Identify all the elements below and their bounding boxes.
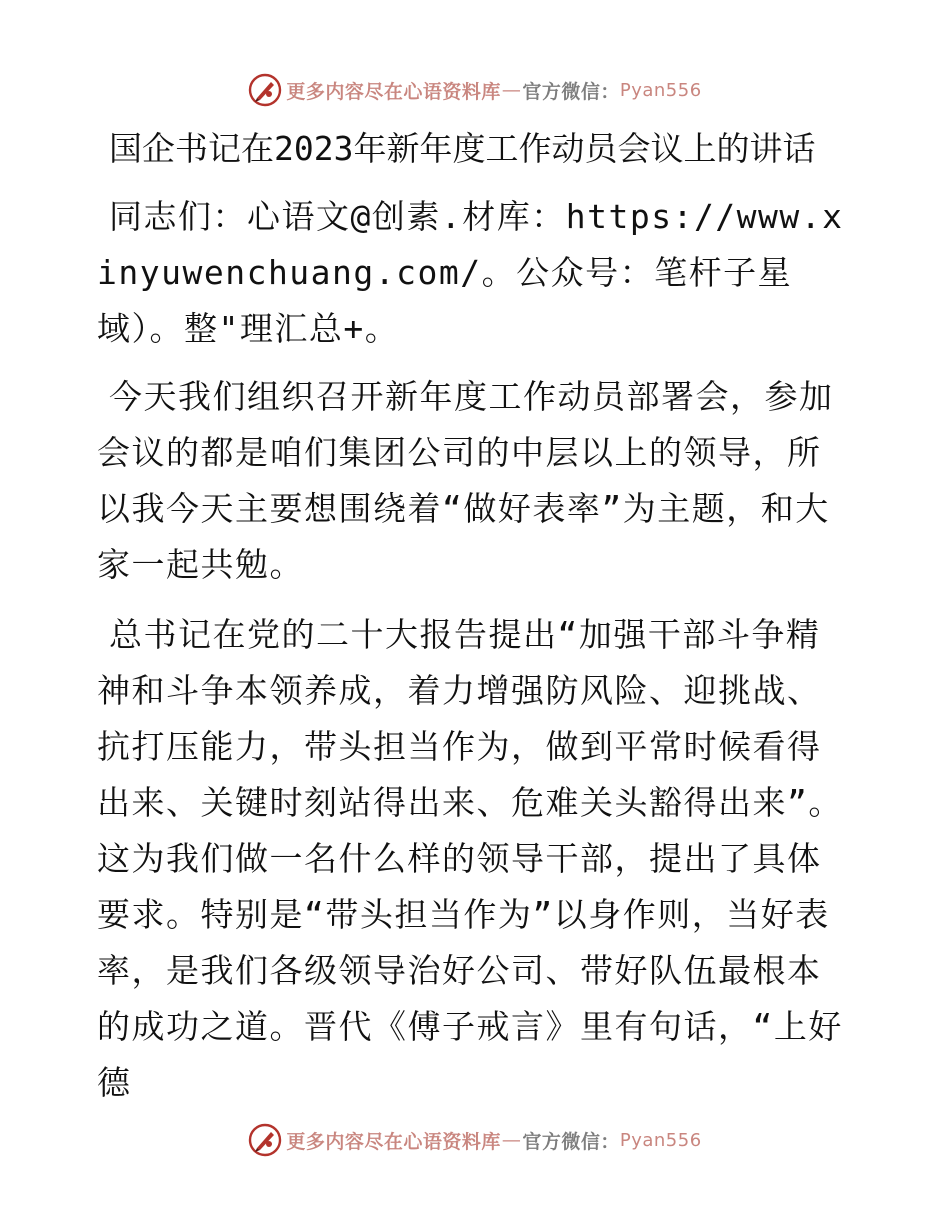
document-body: [97, 125, 853, 1121]
banner-wechat-label: 官方微信：: [522, 80, 620, 103]
banner-dash: —: [501, 1129, 522, 1151]
banner-main-text: 更多内容尽在心语资料库: [286, 1130, 501, 1153]
brand-logo-icon: [248, 1123, 282, 1157]
banner-dash: —: [501, 79, 522, 101]
banner-wechat-id: Pyan556: [619, 1129, 702, 1151]
brand-logo-icon: [248, 73, 282, 107]
banner-wechat-label: 官方微信：: [522, 1130, 620, 1153]
footer-banner: [0, 1120, 950, 1160]
paragraph-greeting: 同志们：心语文@创素.材库：https://www.xinyuwenchuang.com/。公众号：笔杆子星域）。整"理汇总+。: [97, 197, 844, 348]
banner-main-text: 更多内容尽在心语资料库: [286, 80, 501, 103]
document-title: 国企书记在2023年新年度工作动员会议上的讲话: [109, 129, 816, 168]
paragraph-body: 总书记在党的二十大报告提出“加强干部斗争精神和斗争本领养成，着力增强防风险、迎挑战、抗打压能力，带头担当作为，做到平常时候看得出来、关键时刻站得出来、危难关头豁得出来”。这为我们做一名什么样的领导干部，提出了具体要求。特别是“带头担当作为”以身作则，当好表率，是我们各级领导治好公司、带好队伍最根本的成功之道。晋代《傅子戒言》里有句话，“上好德: [97, 615, 843, 1102]
banner-wechat-id: Pyan556: [619, 79, 702, 101]
paragraph-intro: 今天我们组织召开新年度工作动员部署会，参加会议的都是咱们集团公司的中层以上的领导，所以我今天主要想围绕着“做好表率”为主题，和大家一起共勉。: [97, 377, 834, 584]
header-banner: [0, 70, 950, 110]
